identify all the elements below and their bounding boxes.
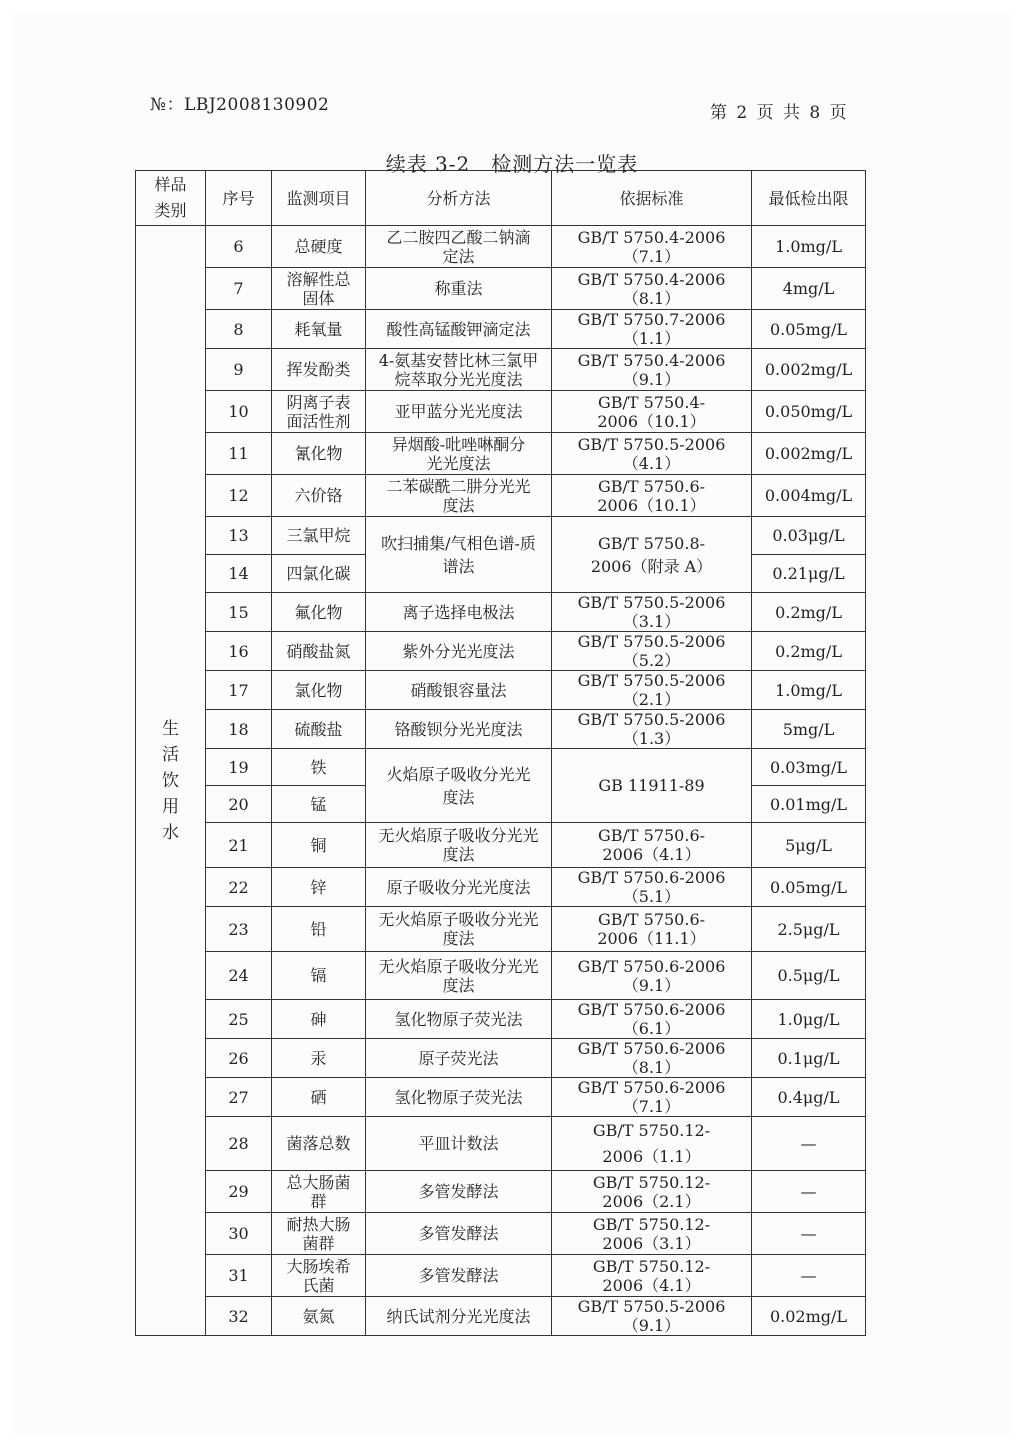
row-number: 32	[206, 1297, 272, 1336]
detection-limit: —	[752, 1213, 866, 1255]
monitoring-item: 三氯甲烷	[272, 517, 366, 555]
standard: GB/T 5750.12-2006（4.1）	[552, 1255, 752, 1297]
monitoring-item: 耗氧量	[272, 310, 366, 349]
table-row	[136, 1171, 866, 1213]
table-row	[136, 823, 866, 868]
row-number: 12	[206, 475, 272, 517]
column-header: 最低检出限	[752, 171, 866, 226]
analysis-method: 吹扫捕集/气相色谱-质谱法	[366, 517, 552, 593]
row-number: 18	[206, 710, 272, 749]
row-number: 16	[206, 632, 272, 671]
analysis-method: 多管发酵法	[366, 1213, 552, 1255]
standard: GB/T 5750.12-2006（2.1）	[552, 1171, 752, 1213]
table-row	[136, 517, 866, 555]
row-number: 24	[206, 952, 272, 1000]
table-row	[136, 268, 866, 310]
standard: GB/T 5750.4-2006（7.1）	[552, 226, 752, 268]
standard: GB/T 5750.8-2006（附录 A）	[552, 517, 752, 593]
row-number: 7	[206, 268, 272, 310]
analysis-method: 乙二胺四乙酸二钠滴定法	[366, 226, 552, 268]
monitoring-item: 镉	[272, 952, 366, 1000]
detection-limit: 0.02mg/L	[752, 1297, 866, 1336]
monitoring-item: 菌落总数	[272, 1117, 366, 1171]
table-row	[136, 1255, 866, 1297]
monitoring-item: 锌	[272, 868, 366, 907]
column-header: 样品类别	[136, 171, 206, 226]
table-row	[136, 226, 866, 268]
analysis-method: 称重法	[366, 268, 552, 310]
detection-limit: 0.2mg/L	[752, 632, 866, 671]
row-number: 10	[206, 391, 272, 433]
monitoring-item: 硒	[272, 1078, 366, 1117]
monitoring-item: 硝酸盐氮	[272, 632, 366, 671]
standard: GB/T 5750.6-2006（11.1）	[552, 907, 752, 952]
row-number: 27	[206, 1078, 272, 1117]
detection-limit: 0.002mg/L	[752, 349, 866, 391]
standard: GB/T 5750.6-2006（4.1）	[552, 823, 752, 868]
column-header: 序号	[206, 171, 272, 226]
table-row	[136, 632, 866, 671]
analysis-method: 多管发酵法	[366, 1171, 552, 1213]
monitoring-item: 阴离子表面活性剂	[272, 391, 366, 433]
standard: GB/T 5750.5-2006（9.1）	[552, 1297, 752, 1336]
standard: GB/T 5750.4-2006（9.1）	[552, 349, 752, 391]
detection-limit: 1.0μg/L	[752, 1000, 866, 1039]
detection-limit: 0.05mg/L	[752, 310, 866, 349]
row-number: 21	[206, 823, 272, 868]
detection-limit: 0.2mg/L	[752, 593, 866, 632]
monitoring-item: 氟化物	[272, 593, 366, 632]
row-number: 29	[206, 1171, 272, 1213]
standard: GB/T 5750.6-2006（5.1）	[552, 868, 752, 907]
row-number: 17	[206, 671, 272, 710]
row-number: 14	[206, 555, 272, 593]
analysis-method: 亚甲蓝分光光度法	[366, 391, 552, 433]
standard: GB/T 5750.6-2006（10.1）	[552, 475, 752, 517]
table-row	[136, 310, 866, 349]
row-number: 28	[206, 1117, 272, 1171]
detection-limit: —	[752, 1117, 866, 1171]
table-row	[136, 710, 866, 749]
detection-limit: 0.050mg/L	[752, 391, 866, 433]
analysis-method: 紫外分光光度法	[366, 632, 552, 671]
analysis-method: 多管发酵法	[366, 1255, 552, 1297]
standard: GB 11911-89	[552, 749, 752, 823]
detection-limit: 0.03μg/L	[752, 517, 866, 555]
standard: GB/T 5750.5-2006（1.3）	[552, 710, 752, 749]
monitoring-item: 六价铬	[272, 475, 366, 517]
analysis-method: 氢化物原子荧光法	[366, 1078, 552, 1117]
detection-limit: 0.01mg/L	[752, 786, 866, 823]
table-row	[136, 1000, 866, 1039]
table-row	[136, 1078, 866, 1117]
row-number: 11	[206, 433, 272, 475]
analysis-method: 火焰原子吸收分光光度法	[366, 749, 552, 823]
analysis-method: 铬酸钡分光光度法	[366, 710, 552, 749]
row-number: 26	[206, 1039, 272, 1078]
row-number: 9	[206, 349, 272, 391]
monitoring-item: 大肠埃希氏菌	[272, 1255, 366, 1297]
detection-limit: 2.5μg/L	[752, 907, 866, 952]
detection-limit: 0.5μg/L	[752, 952, 866, 1000]
monitoring-item: 氯化物	[272, 671, 366, 710]
standard: GB/T 5750.5-2006（5.2）	[552, 632, 752, 671]
row-number: 30	[206, 1213, 272, 1255]
detection-limit: —	[752, 1255, 866, 1297]
standard: GB/T 5750.6-2006（9.1）	[552, 952, 752, 1000]
monitoring-item: 锰	[272, 786, 366, 823]
page-indicator: 第 2 页 共 8 页	[710, 103, 849, 123]
standard: GB/T 5750.4-2006（8.1）	[552, 268, 752, 310]
analysis-method: 酸性高锰酸钾滴定法	[366, 310, 552, 349]
row-number: 20	[206, 786, 272, 823]
detection-limit: 0.4μg/L	[752, 1078, 866, 1117]
monitoring-item: 挥发酚类	[272, 349, 366, 391]
table-row	[136, 1117, 866, 1171]
analysis-method: 无火焰原子吸收分光光度法	[366, 952, 552, 1000]
analysis-method: 4-氨基安替比林三氯甲烷萃取分光光度法	[366, 349, 552, 391]
table-row	[136, 349, 866, 391]
row-number: 22	[206, 868, 272, 907]
monitoring-item: 铅	[272, 907, 366, 952]
detection-limit: 0.004mg/L	[752, 475, 866, 517]
monitoring-item: 耐热大肠菌群	[272, 1213, 366, 1255]
column-header: 监测项目	[272, 171, 366, 226]
detection-limit: 4mg/L	[752, 268, 866, 310]
monitoring-item: 铁	[272, 749, 366, 786]
standard: GB/T 5750.12-2006（3.1）	[552, 1213, 752, 1255]
column-header: 依据标准	[552, 171, 752, 226]
row-number: 23	[206, 907, 272, 952]
analysis-method: 无火焰原子吸收分光光度法	[366, 823, 552, 868]
monitoring-item: 氰化物	[272, 433, 366, 475]
table-row	[136, 907, 866, 952]
table-row	[136, 433, 866, 475]
sample-category-cell: 生活饮用水	[136, 226, 206, 1336]
table-row	[136, 952, 866, 1000]
analysis-method: 离子选择电极法	[366, 593, 552, 632]
table-title: 续表 3-2 检测方法一览表	[385, 152, 639, 176]
standard: GB/T 5750.6-2006（8.1）	[552, 1039, 752, 1078]
row-number: 6	[206, 226, 272, 268]
table-header-row	[136, 171, 866, 226]
detection-limit: 0.03mg/L	[752, 749, 866, 786]
detection-limit: 0.1μg/L	[752, 1039, 866, 1078]
monitoring-item: 砷	[272, 1000, 366, 1039]
row-number: 8	[206, 310, 272, 349]
standard: GB/T 5750.5-2006（4.1）	[552, 433, 752, 475]
monitoring-item: 总硬度	[272, 226, 366, 268]
table-row	[136, 593, 866, 632]
detection-limit: 5μg/L	[752, 823, 866, 868]
row-number: 19	[206, 749, 272, 786]
document-page	[10, 10, 1014, 1438]
detection-limit: 0.002mg/L	[752, 433, 866, 475]
monitoring-item: 总大肠菌群	[272, 1171, 366, 1213]
row-number: 31	[206, 1255, 272, 1297]
detection-limit: —	[752, 1171, 866, 1213]
standard: GB/T 5750.4-2006（10.1）	[552, 391, 752, 433]
standard: GB/T 5750.6-2006（7.1）	[552, 1078, 752, 1117]
detection-limit: 1.0mg/L	[752, 226, 866, 268]
table-row	[136, 671, 866, 710]
detection-limit: 5mg/L	[752, 710, 866, 749]
monitoring-item: 溶解性总固体	[272, 268, 366, 310]
analysis-method: 异烟酸-吡唑啉酮分光光度法	[366, 433, 552, 475]
detection-limit: 0.21μg/L	[752, 555, 866, 593]
monitoring-item: 四氯化碳	[272, 555, 366, 593]
analysis-method: 原子吸收分光光度法	[366, 868, 552, 907]
standard: GB/T 5750.7-2006（1.1）	[552, 310, 752, 349]
monitoring-item: 氨氮	[272, 1297, 366, 1336]
analysis-method: 原子荧光法	[366, 1039, 552, 1078]
table-row	[136, 391, 866, 433]
standard: GB/T 5750.5-2006（3.1）	[552, 593, 752, 632]
column-header: 分析方法	[366, 171, 552, 226]
standard: GB/T 5750.6-2006（6.1）	[552, 1000, 752, 1039]
table-row	[136, 475, 866, 517]
row-number: 13	[206, 517, 272, 555]
analysis-method: 纳氏试剂分光光度法	[366, 1297, 552, 1336]
table-row	[136, 868, 866, 907]
detection-method-table	[135, 170, 866, 1336]
analysis-method: 无火焰原子吸收分光光度法	[366, 907, 552, 952]
analysis-method: 氢化物原子荧光法	[366, 1000, 552, 1039]
detection-limit: 0.05mg/L	[752, 868, 866, 907]
table-row	[136, 1039, 866, 1078]
monitoring-item: 汞	[272, 1039, 366, 1078]
detection-limit: 1.0mg/L	[752, 671, 866, 710]
monitoring-item: 铜	[272, 823, 366, 868]
analysis-method: 二苯碳酰二肼分光光度法	[366, 475, 552, 517]
standard: GB/T 5750.12-2006（1.1）	[552, 1117, 752, 1171]
report-number: №：LBJ2008130902	[150, 95, 330, 115]
table-row	[136, 1213, 866, 1255]
analysis-method: 平皿计数法	[366, 1117, 552, 1171]
row-number: 15	[206, 593, 272, 632]
table-row	[136, 749, 866, 786]
row-number: 25	[206, 1000, 272, 1039]
analysis-method: 硝酸银容量法	[366, 671, 552, 710]
standard: GB/T 5750.5-2006（2.1）	[552, 671, 752, 710]
table-row	[136, 1297, 866, 1336]
monitoring-item: 硫酸盐	[272, 710, 366, 749]
